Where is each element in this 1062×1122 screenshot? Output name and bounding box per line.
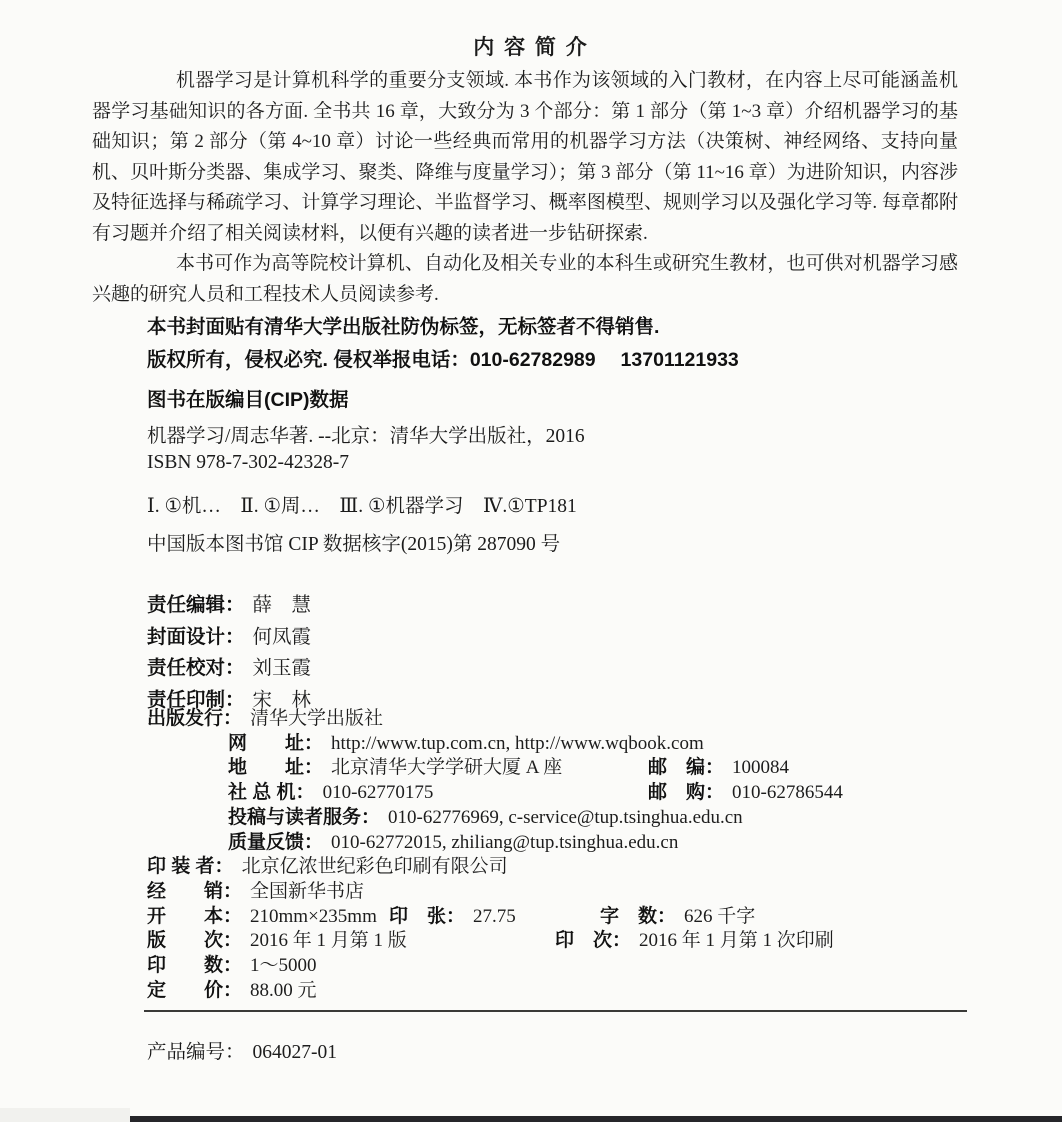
- switchboard-value: 010-62770175: [322, 782, 434, 804]
- wordcount-segment: [600, 905, 755, 930]
- quality-feedback-label: 质量反馈：: [228, 831, 324, 853]
- format-label: 开 本：: [147, 905, 243, 927]
- scan-edge-artifact: [0, 1108, 130, 1122]
- rights-reserved-line: 版权所有，侵权必究. 侵权举报电话：010-62782989 13701121933: [147, 349, 739, 371]
- reader-service-row: [147, 806, 977, 831]
- reader-service-value: 010-62776969, c-service@tup.tsinghua.edu.cn: [388, 806, 743, 828]
- price-row: [147, 979, 977, 1004]
- edition-value: 2016 年 1 月第 1 版: [250, 930, 407, 952]
- mailorder-segment: [648, 781, 843, 806]
- price-label: 定 价：: [147, 979, 243, 1001]
- website-value: http://www.tup.com.cn, http://www.wqbook.com: [331, 732, 704, 754]
- address-label: 地 址：: [228, 757, 324, 779]
- publisher-row: [147, 707, 977, 732]
- printrun-row: [147, 954, 977, 979]
- credit-label: 责任印制：: [147, 688, 245, 711]
- cip-title-line: 机器学习/周志华著. --北京：清华大学出版社，2016: [147, 426, 585, 447]
- printer-row: [147, 855, 977, 880]
- publisher-value: 清华大学出版社: [250, 708, 384, 729]
- distributor-row: [147, 880, 977, 905]
- cip-classification-line: Ⅰ. ①机… Ⅱ. ①周… Ⅲ. ①机器学习 Ⅳ.①TP181: [147, 496, 577, 517]
- publisher-label: 出版发行：: [147, 708, 243, 729]
- credit-label: 责任校对：: [147, 657, 245, 679]
- credit-row-editor: [147, 590, 311, 622]
- copyright-notice: [147, 311, 967, 377]
- credit-label: 责任编辑：: [147, 594, 245, 616]
- printrun-label: 印 数：: [147, 955, 243, 977]
- cip-header: 图书在版编目(CIP)数据: [147, 389, 349, 411]
- wordcount-label: 字 数：: [600, 905, 677, 927]
- sheets-value: 27.75: [473, 905, 516, 927]
- sheets-segment: [389, 905, 600, 930]
- postcode-label: 邮 编：: [648, 757, 725, 779]
- edition-segment: [147, 929, 555, 954]
- credit-value: 薛 慧: [252, 595, 312, 616]
- product-number-value: 064027-01: [252, 1042, 338, 1063]
- sheets-label: 印 张：: [389, 905, 466, 927]
- mailorder-label: 邮 购：: [648, 782, 725, 804]
- price-value: 88.00 元: [250, 979, 317, 1001]
- address-row: [147, 756, 977, 781]
- credit-label: 封面设计：: [147, 625, 245, 648]
- switchboard-label: 社 总 机：: [228, 782, 315, 804]
- footer-divider-rule: [144, 1010, 967, 1012]
- quality-feedback-row: [147, 831, 977, 856]
- intro-section: [92, 66, 958, 310]
- distributor-label: 经 销：: [147, 880, 243, 902]
- product-number-label: 产品编号：: [147, 1042, 245, 1063]
- page-title: 内 容 简 介: [473, 36, 589, 59]
- credit-row-proofreader: [147, 653, 311, 685]
- credit-value: 刘玉霞: [252, 658, 312, 679]
- reader-service-label: 投稿与读者服务：: [228, 806, 381, 828]
- edition-row: [147, 929, 977, 954]
- credit-value: 宋 林: [252, 689, 312, 711]
- intro-paragraph-2: 本书可作为高等院校计算机、自动化及相关专业的本科生或研究生教材，也可供对机器学习感兴趣的研究人员和工程技术人员阅读参考.: [92, 253, 958, 305]
- format-value: 210mm×235mm: [250, 905, 377, 927]
- switchboard-row: [147, 781, 977, 806]
- credit-value: 何凤霞: [252, 626, 312, 648]
- postcode-value: 100084: [732, 757, 790, 779]
- cip-record-line: 中国版本图书馆 CIP 数据核字(2015)第 287090 号: [147, 534, 561, 555]
- credit-row-cover-design: [147, 622, 311, 654]
- anti-piracy-line: 本书封面贴有清华大学出版社防伪标签，无标签者不得销售.: [147, 316, 660, 338]
- postcode-segment: [648, 756, 789, 781]
- format-segment: [147, 905, 389, 930]
- isbn-line: ISBN 978-7-302-42328-7: [147, 452, 350, 473]
- format-row: [147, 905, 977, 930]
- impression-value: 2016 年 1 月第 1 次印刷: [639, 930, 834, 952]
- printer-value: 北京亿浓世纪彩色印刷有限公司: [241, 856, 508, 878]
- colophon-section: [147, 707, 977, 1003]
- printer-label: 印 装 者：: [147, 856, 234, 878]
- printrun-value: 1～5000: [250, 955, 317, 977]
- mailorder-value: 010-62786544: [732, 782, 843, 804]
- website-label: 网 址：: [228, 732, 324, 754]
- address-value: 北京清华大学学研大厦 A 座: [331, 757, 563, 779]
- impression-label: 印 次：: [555, 930, 632, 952]
- intro-paragraph-1: 机器学习是计算机科学的重要分支领域. 本书作为该领域的入门教材，在内容上尽可能涵盖机器学习基础知识的各方面. 全书共 16 章，大致分为 3 个部分：第 1 部分（第 1~3 章）介绍机器学习的基础知识；第 2 部分（第 4~10 章）讨论一些经典而常用的机器学习方法（决策树、神经网络、支持向量机、贝叶斯分类器、集成学习、聚类、降维与度量学习）；第 3 部分（第 11~16 章）为进阶知识，内容涉及特征选择与稀疏学习、计算学习理论、半监督学习、概率图模型、规则学习以及强化学习等. 每章都附有习题并介绍了相关阅读材料，以便有兴趣的读者进一步钻研探索.: [92, 70, 958, 244]
- product-number-line: [147, 1036, 337, 1064]
- scan-bottom-edge-bar: [130, 1116, 1062, 1122]
- distributor-value: 全国新华书店: [250, 880, 365, 902]
- staff-credits: [147, 590, 311, 716]
- impression-segment: [555, 929, 834, 954]
- switchboard-segment: [228, 781, 648, 806]
- quality-feedback-value: 010-62772015, zhiliang@tup.tsinghua.edu.cn: [331, 831, 679, 853]
- wordcount-value: 626 千字: [684, 905, 756, 927]
- address-segment: [228, 756, 648, 781]
- edition-label: 版 次：: [147, 930, 243, 952]
- website-row: [147, 732, 977, 757]
